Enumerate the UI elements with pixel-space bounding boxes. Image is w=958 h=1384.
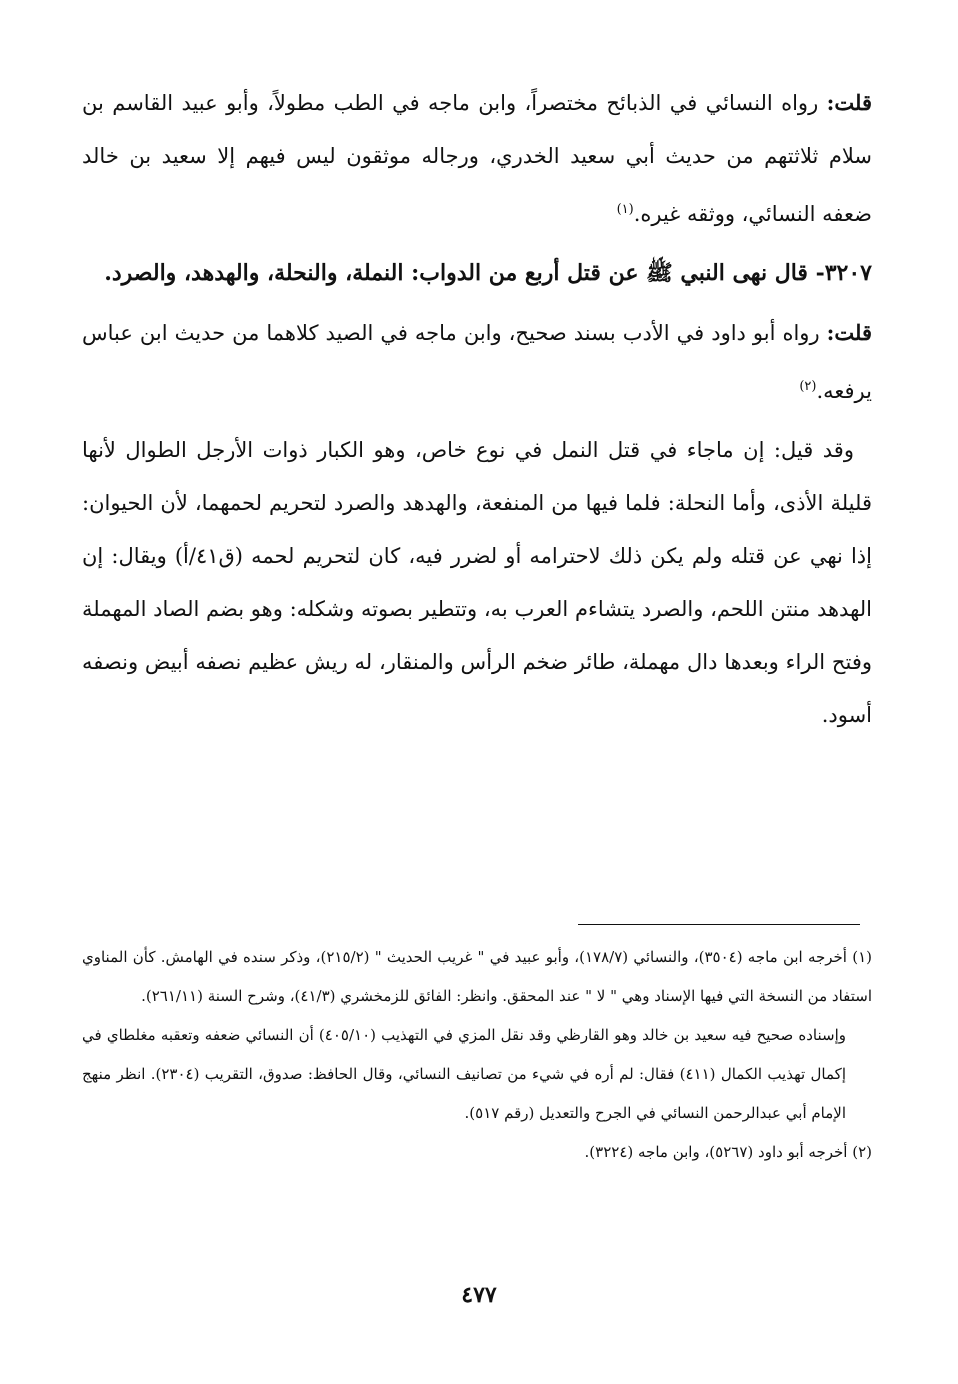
hadith-3207: ٣٢٠٧- قال نهى النبي ﷺ عن قتل أربع من الدواب: النملة، والنحلة، والهدهد، والصرد.: [104, 260, 872, 286]
paragraph-qult-1: [82, 76, 872, 241]
paragraph-text: رواه أبو داود في الأدب بسند صحيح، وابن ماجه في الصيد كلاهما من حديث ابن عباس يرفعه.: [82, 321, 872, 403]
qult-label: قلت:: [826, 320, 872, 345]
footnote-1: (١) أخرجه ابن ماجه (٣٥٠٤)، والنسائي (١٧٨/٧)، وأبو عبيد في " غريب الحديث " (٢١٥/٢)، وذكر سنده في الهامش. كأن المناوي استفاد من النسخة التي فيها الإسناد وهي " لا " عند المحقق. وانظر: الفائق للزمخشري (٤١/٣)، وشرح السنة (٢٦١/١١).: [82, 948, 872, 1005]
main-text: [82, 76, 872, 742]
footnote-ref-1: (١): [616, 202, 634, 217]
paragraph-text: رواه النسائي في الذبائح مختصراً، وابن ماجه في الطب مطولاً، وأبو عبيد القاسم بن سلام ثلاثتهم من حديث أبي سعيد الخدري، ورجاله موثقون ليس فيهم إلا سعيد بن خالد ضعفه النسائي، ووثقه غيره.: [82, 91, 872, 226]
paragraph-qult-2: [82, 306, 872, 418]
paragraph-commentary: وقد قيل: إن ماجاء في قتل النمل في نوع خاص، وهو الكبار ذوات الأرجل الطوال لأنها قليلة الأذى، وأما النحلة: فلما فيها من المنفعة، والهدهد والصرد لتحريم لحمهما، لأن الحيوان: إذا نهي عن قتله ولم يكن ذلك لاحترامه أو لضرر فيه، كان لتحريم لحمه (ق٤١/أ) ويقال: إن الهدهد منتن اللحم، والصرد يتشاءم العرب به، وتتطير بصوته وشكله: وهو بضم الصاد المهملة وفتح الراء وبعدها دال مهملة، طائر ضخم الرأس والمنقار، له ريش عظيم نصفه أبيض ونصفه أسود.: [82, 438, 872, 727]
qult-label: قلت:: [826, 90, 872, 115]
footnote-ref-2: (٢): [799, 379, 817, 394]
page-number: ٤٧٧: [461, 1282, 497, 1308]
footnotes: [82, 938, 872, 1172]
footnote-divider: [578, 924, 860, 925]
footnote-2: (٢) أخرجه أبو داود (٥٢٦٧)، وابن ماجه (٣٢٢٤).: [584, 1143, 872, 1161]
footnote-1-continuation: وإسناده صحيح فيه سعيد بن خالد وهو القارظي وقد نقل المزي في التهذيب (٤٠٥/١٠) أن النسائي ضعفه وتعقبه مغلطاي في إكمال تهذيب الكمال (٤١١) فقال: لم أره في شيء من تصانيف النسائي، وقال الحافظ: صدوق، التقريب (٢٣٠٤). انظر منهج الإمام أبي عبدالرحمن النسائي في الجرح والتعديل (رقم ٥١٧).: [82, 1026, 846, 1122]
